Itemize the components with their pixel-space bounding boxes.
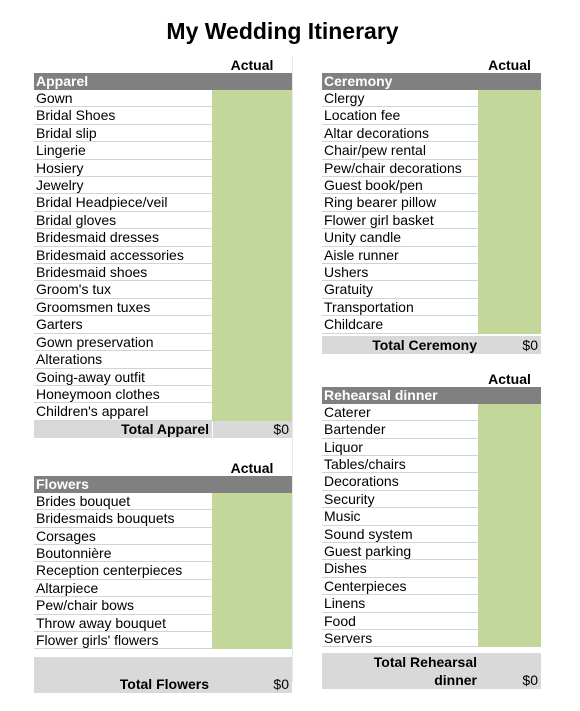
ceremony-item-label: Pew/chair decorations bbox=[324, 159, 462, 176]
ceremony-actual-cell[interactable] bbox=[478, 194, 541, 211]
flowers-item-label: Altarpiece bbox=[36, 579, 99, 596]
ceremony-item-label: Chair/pew rental bbox=[324, 142, 426, 159]
rehearsal-item-label: Servers bbox=[324, 629, 373, 646]
rehearsal-item-label: Security bbox=[324, 490, 375, 507]
flowers-row bbox=[34, 632, 292, 649]
rehearsal-item-label: Caterer bbox=[324, 403, 371, 420]
ceremony-row bbox=[322, 229, 541, 246]
apparel-row bbox=[34, 281, 292, 298]
apparel-actual-label: Actual bbox=[230, 57, 274, 73]
flowers-header: Flowers bbox=[34, 476, 292, 493]
flowers-list bbox=[34, 493, 292, 650]
apparel-row bbox=[34, 107, 292, 124]
ceremony-item-label: Aisle runner bbox=[324, 246, 399, 263]
flowers-actual-cell[interactable] bbox=[212, 632, 292, 649]
rehearsal-actual-cell[interactable] bbox=[478, 578, 541, 595]
ceremony-actual-label: Actual bbox=[488, 57, 531, 73]
ceremony-row bbox=[322, 160, 541, 177]
flowers-row bbox=[34, 562, 292, 579]
rehearsal-item-label: Food bbox=[324, 612, 356, 629]
apparel-item-label: Alterations bbox=[36, 351, 103, 368]
ceremony-actual-cell[interactable] bbox=[478, 229, 541, 246]
apparel-item-label: Lingerie bbox=[36, 142, 86, 159]
ceremony-actual-cell[interactable] bbox=[478, 264, 541, 281]
apparel-item-label: Bridal Shoes bbox=[36, 107, 116, 124]
rehearsal-row bbox=[322, 421, 541, 438]
rehearsal-actual-cell[interactable] bbox=[478, 508, 541, 525]
apparel-actual-cell[interactable] bbox=[212, 229, 292, 246]
apparel-row bbox=[34, 403, 292, 420]
apparel-item-label: Gown preservation bbox=[36, 333, 154, 350]
apparel-row bbox=[34, 369, 292, 386]
rehearsal-row bbox=[322, 526, 541, 543]
flowers-row bbox=[34, 597, 292, 614]
apparel-actual-row bbox=[34, 56, 292, 73]
apparel-item-label: Going-away outfit bbox=[36, 368, 145, 385]
ceremony-total-row bbox=[322, 336, 541, 354]
flowers-item-label: Throw away bouquet bbox=[36, 614, 166, 631]
apparel-item-label: Bridal gloves bbox=[36, 211, 117, 228]
rehearsal-actual-cell[interactable] bbox=[478, 630, 541, 647]
apparel-row bbox=[34, 142, 292, 159]
apparel-actual-cell[interactable] bbox=[212, 90, 292, 107]
ceremony-row bbox=[322, 194, 541, 211]
apparel-item-label: Groomsmen tuxes bbox=[36, 298, 151, 315]
apparel-row bbox=[34, 194, 292, 211]
apparel-item-label: Bridesmaid accessories bbox=[36, 246, 184, 263]
apparel-actual-cell[interactable] bbox=[212, 107, 292, 124]
flowers-item-label: Bridesmaids bouquets bbox=[36, 510, 175, 527]
rehearsal-row bbox=[322, 491, 541, 508]
rehearsal-row bbox=[322, 613, 541, 630]
rehearsal-item-label: Dishes bbox=[324, 560, 367, 577]
rehearsal-actual-cell[interactable] bbox=[478, 404, 541, 421]
flowers-row bbox=[34, 493, 292, 510]
apparel-total-value[interactable]: $0 bbox=[273, 420, 289, 437]
ceremony-row bbox=[322, 90, 541, 107]
apparel-actual-cell[interactable] bbox=[212, 281, 292, 298]
apparel-item-label: Bridesmaid shoes bbox=[36, 264, 148, 281]
flowers-row bbox=[34, 615, 292, 632]
flowers-total-label: Total Flowers bbox=[119, 676, 209, 693]
rehearsal-row bbox=[322, 560, 541, 577]
rehearsal-actual-cell[interactable] bbox=[478, 491, 541, 508]
ceremony-actual-cell[interactable] bbox=[478, 212, 541, 229]
apparel-header: Apparel bbox=[34, 73, 292, 90]
apparel-actual-cell[interactable] bbox=[212, 351, 292, 368]
ceremony-row bbox=[322, 281, 541, 298]
ceremony-item-label: Guest book/pen bbox=[324, 177, 423, 194]
flowers-actual-cell[interactable] bbox=[212, 528, 292, 545]
ceremony-item-label: Ushers bbox=[324, 264, 369, 281]
apparel-actual-cell[interactable] bbox=[212, 369, 292, 386]
apparel-item-label: Hosiery bbox=[36, 159, 84, 176]
ceremony-actual-cell[interactable] bbox=[478, 281, 541, 298]
flowers-actual-cell[interactable] bbox=[212, 562, 292, 579]
ceremony-row bbox=[322, 316, 541, 333]
rehearsal-actual-cell[interactable] bbox=[478, 421, 541, 438]
ceremony-row bbox=[322, 212, 541, 229]
apparel-item-label: Gown bbox=[36, 90, 73, 106]
ceremony-item-label: Gratuity bbox=[324, 281, 374, 298]
apparel-actual-cell[interactable] bbox=[212, 316, 292, 333]
apparel-item-label: Bridesmaid dresses bbox=[36, 229, 159, 246]
flowers-actual-cell[interactable] bbox=[212, 615, 292, 632]
ceremony-actual-cell[interactable] bbox=[478, 316, 541, 333]
column-divider bbox=[292, 56, 293, 682]
apparel-item-label: Children's apparel bbox=[36, 403, 149, 420]
apparel-row bbox=[34, 386, 292, 403]
rehearsal-item-label: Centerpieces bbox=[324, 577, 407, 594]
flowers-actual-cell[interactable] bbox=[212, 597, 292, 614]
ceremony-list bbox=[322, 90, 541, 334]
apparel-actual-cell[interactable] bbox=[212, 194, 292, 211]
rehearsal-actual-cell[interactable] bbox=[478, 526, 541, 543]
apparel-row bbox=[34, 90, 292, 107]
rehearsal-item-label: Liquor bbox=[324, 438, 363, 455]
rehearsal-item-label: Decorations bbox=[324, 473, 399, 490]
ceremony-item-label: Unity candle bbox=[324, 229, 402, 246]
apparel-row bbox=[34, 351, 292, 368]
apparel-row bbox=[34, 299, 292, 316]
rehearsal-item-label: Bartender bbox=[324, 421, 386, 438]
apparel-actual-cell[interactable] bbox=[212, 264, 292, 281]
ceremony-actual-cell[interactable] bbox=[478, 247, 541, 264]
apparel-actual-cell[interactable] bbox=[212, 212, 292, 229]
apparel-item-label: Bridal slip bbox=[36, 124, 97, 141]
rehearsal-row bbox=[322, 630, 541, 647]
apparel-item-label: Bridal Headpiece/veil bbox=[36, 194, 168, 211]
flowers-row bbox=[34, 580, 292, 597]
apparel-actual-cell[interactable] bbox=[212, 334, 292, 351]
flowers-total-row bbox=[34, 657, 292, 693]
apparel-item-label: Garters bbox=[36, 316, 83, 333]
ceremony-item-label: Transportation bbox=[324, 298, 414, 315]
rehearsal-actual-cell[interactable] bbox=[478, 595, 541, 612]
rehearsal-actual-cell[interactable] bbox=[478, 613, 541, 630]
rehearsal-actual-label: Actual bbox=[488, 370, 531, 387]
flowers-row bbox=[34, 528, 292, 545]
apparel-actual-cell[interactable] bbox=[212, 299, 292, 316]
rehearsal-item-label: Tables/chairs bbox=[324, 455, 406, 472]
rehearsal-total-row bbox=[322, 653, 541, 689]
flowers-actual-row bbox=[34, 459, 292, 476]
left-column bbox=[34, 56, 292, 693]
rehearsal-item-label: Guest parking bbox=[324, 542, 412, 559]
apparel-actual-cell[interactable] bbox=[212, 386, 292, 403]
flowers-actual-cell[interactable] bbox=[212, 493, 292, 510]
apparel-actual-cell[interactable] bbox=[212, 177, 292, 194]
apparel-row bbox=[34, 247, 292, 264]
ceremony-item-label: Clergy bbox=[324, 90, 365, 106]
ceremony-header: Ceremony bbox=[322, 73, 541, 90]
rehearsal-row bbox=[322, 543, 541, 560]
apparel-actual-cell[interactable] bbox=[212, 247, 292, 264]
apparel-actual-cell[interactable] bbox=[212, 142, 292, 159]
rehearsal-header: Rehearsal dinner bbox=[322, 387, 541, 404]
flowers-item-label: Boutonnière bbox=[36, 544, 112, 561]
ceremony-row bbox=[322, 299, 541, 316]
ceremony-row bbox=[322, 264, 541, 281]
apparel-item-label: Honeymoon clothes bbox=[36, 385, 160, 402]
apparel-list bbox=[34, 90, 292, 421]
apparel-actual-cell[interactable] bbox=[212, 125, 292, 142]
flowers-item-label: Pew/chair bows bbox=[36, 597, 135, 614]
ceremony-actual-cell[interactable] bbox=[478, 142, 541, 159]
page-title: My Wedding Itinerary bbox=[166, 18, 399, 44]
rehearsal-total-label-line1: Total Rehearsal bbox=[373, 654, 477, 671]
apparel-row bbox=[34, 125, 292, 142]
ceremony-total-value[interactable]: $0 bbox=[522, 336, 538, 353]
ceremony-row bbox=[322, 142, 541, 159]
flowers-item-label: Brides bouquet bbox=[36, 492, 131, 509]
apparel-item-label: Jewelry bbox=[36, 177, 84, 194]
ceremony-row bbox=[322, 125, 541, 142]
ceremony-actual-cell[interactable] bbox=[478, 177, 541, 194]
rehearsal-row bbox=[322, 595, 541, 612]
apparel-row bbox=[34, 212, 292, 229]
rehearsal-item-label: Sound system bbox=[324, 525, 413, 542]
flowers-actual-label: Actual bbox=[230, 459, 274, 476]
ceremony-item-label: Altar decorations bbox=[324, 124, 430, 141]
apparel-actual-cell[interactable] bbox=[212, 160, 292, 177]
rehearsal-actual-cell[interactable] bbox=[478, 439, 541, 456]
apparel-row bbox=[34, 229, 292, 246]
apparel-total-row bbox=[34, 421, 292, 438]
apparel-row bbox=[34, 177, 292, 194]
ceremony-actual-cell[interactable] bbox=[478, 107, 541, 124]
rehearsal-actual-cell[interactable] bbox=[478, 456, 541, 473]
apparel-total-label: Total Apparel bbox=[121, 420, 209, 437]
ceremony-actual-cell[interactable] bbox=[478, 125, 541, 142]
ceremony-total-label: Total Ceremony bbox=[372, 336, 477, 353]
flowers-actual-cell[interactable] bbox=[212, 545, 292, 562]
ceremony-actual-row bbox=[322, 56, 541, 73]
ceremony-actual-cell[interactable] bbox=[478, 299, 541, 316]
flowers-item-label: Reception centerpieces bbox=[36, 562, 183, 579]
rehearsal-row bbox=[322, 404, 541, 421]
apparel-row bbox=[34, 160, 292, 177]
flowers-actual-cell[interactable] bbox=[212, 580, 292, 597]
ceremony-item-label: Location fee bbox=[324, 107, 401, 124]
rehearsal-item-label: Linens bbox=[324, 595, 366, 612]
ceremony-actual-cell[interactable] bbox=[478, 160, 541, 177]
apparel-actual-cell[interactable] bbox=[212, 403, 292, 420]
flowers-row bbox=[34, 510, 292, 527]
rehearsal-row bbox=[322, 578, 541, 595]
apparel-row bbox=[34, 334, 292, 351]
flowers-item-label: Corsages bbox=[36, 527, 96, 544]
rehearsal-actual-cell[interactable] bbox=[478, 560, 541, 577]
ceremony-row bbox=[322, 177, 541, 194]
rehearsal-row bbox=[322, 473, 541, 490]
rehearsal-item-label: Music bbox=[324, 508, 361, 525]
flowers-total-value[interactable]: $0 bbox=[273, 676, 289, 693]
apparel-item-label: Groom's tux bbox=[36, 281, 112, 298]
ceremony-item-label: Flower girl basket bbox=[324, 211, 434, 228]
rehearsal-row bbox=[322, 456, 541, 473]
rehearsal-list bbox=[322, 404, 541, 648]
rehearsal-row bbox=[322, 439, 541, 456]
rehearsal-actual-row bbox=[322, 370, 541, 387]
right-column bbox=[322, 56, 541, 689]
rehearsal-actual-cell[interactable] bbox=[478, 543, 541, 560]
rehearsal-row bbox=[322, 508, 541, 525]
apparel-row bbox=[34, 316, 292, 333]
rehearsal-actual-cell[interactable] bbox=[478, 473, 541, 490]
ceremony-item-label: Ring bearer pillow bbox=[324, 194, 437, 211]
flowers-row bbox=[34, 545, 292, 562]
apparel-row bbox=[34, 264, 292, 281]
rehearsal-total-label-line2: dinner bbox=[434, 672, 477, 689]
ceremony-row bbox=[322, 107, 541, 124]
ceremony-item-label: Childcare bbox=[324, 316, 384, 333]
rehearsal-total-value[interactable]: $0 bbox=[522, 672, 538, 689]
ceremony-row bbox=[322, 247, 541, 264]
flowers-item-label: Flower girls' flowers bbox=[36, 631, 159, 648]
ceremony-actual-cell[interactable] bbox=[478, 90, 541, 107]
flowers-actual-cell[interactable] bbox=[212, 510, 292, 527]
